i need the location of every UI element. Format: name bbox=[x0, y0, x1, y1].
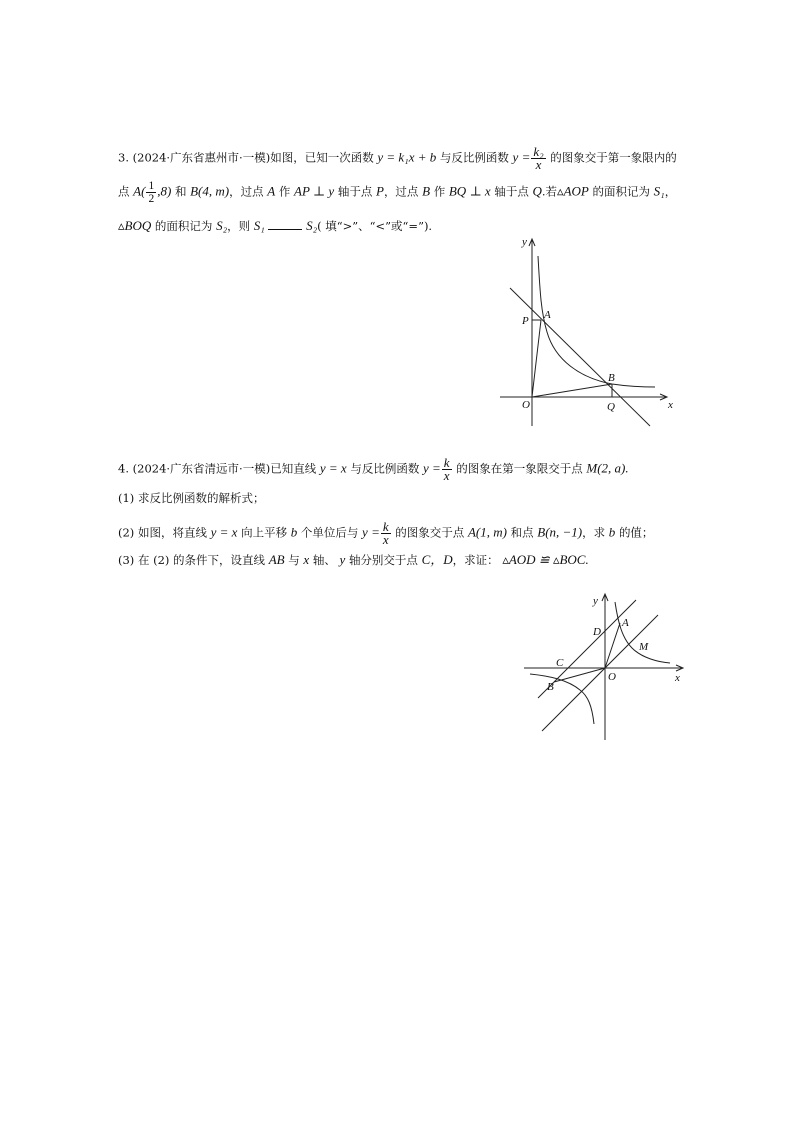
q3-text: 轴于点 bbox=[337, 184, 373, 199]
q4-text: 与反比例函数 bbox=[350, 461, 420, 476]
q4-hyperbola-q1 bbox=[615, 602, 670, 663]
q4-part-2 bbox=[118, 521, 653, 546]
q3-linear-function: y = k₁x + b bbox=[377, 149, 437, 165]
q3-var: B bbox=[422, 183, 431, 199]
q4-line-1 bbox=[118, 457, 629, 482]
q4-line-eq: y = x bbox=[319, 460, 347, 476]
q4-line-ab: AB bbox=[268, 552, 285, 567]
q3-number: 3. bbox=[118, 150, 129, 165]
q4-congruence: ▵AOD ≌ ▵BOC. bbox=[502, 552, 589, 567]
q4-part-1: (1) 求反比例函数的解析式； bbox=[118, 491, 265, 505]
q3-triangle-boq: ▵BOQ bbox=[118, 218, 152, 233]
q4-text: 个单位后与 bbox=[300, 525, 359, 540]
q3-text: ( 填“>”、“<”或“=”). bbox=[317, 219, 433, 233]
q3-text: ， bbox=[664, 184, 677, 199]
q3-label-a: A bbox=[544, 309, 551, 321]
q3-label-x: x bbox=[668, 399, 673, 411]
q4-point-b: B(n, −1) bbox=[537, 524, 583, 540]
q4-part-3 bbox=[118, 552, 589, 568]
q4-hyperbola-q3 bbox=[530, 674, 594, 724]
q4-text: 与 bbox=[288, 553, 300, 567]
q4-label-d: D bbox=[593, 626, 601, 638]
q3-line-ab bbox=[510, 288, 650, 426]
q4-text: ，求 bbox=[582, 525, 606, 540]
q3-text: 和 bbox=[174, 184, 187, 199]
q3-text: ，过点 bbox=[383, 184, 419, 199]
q4-figure bbox=[520, 588, 690, 743]
q4-text: (3) 在 (2) 的条件下，设直线 bbox=[118, 553, 266, 567]
q4-y-eq: y = bbox=[422, 460, 441, 476]
q3-text: 与反比例函数 bbox=[439, 150, 509, 165]
q4-text: 和点 bbox=[510, 525, 534, 540]
q3-segment-oa bbox=[532, 320, 541, 397]
q3-hyperbola bbox=[538, 256, 655, 387]
q3-s1: S₁ bbox=[653, 183, 665, 199]
q3-s2: S₂ bbox=[216, 218, 228, 233]
q3-text: ，过点 bbox=[229, 184, 264, 199]
q3-point-a-fraction: $\frac{1}{2}$ bbox=[148, 180, 155, 205]
q3-text: 的面积记为 bbox=[592, 184, 650, 199]
q3-var: P bbox=[375, 183, 384, 199]
q3-line-1 bbox=[118, 146, 677, 171]
q3-label-q: Q bbox=[607, 401, 615, 413]
q4-var: x bbox=[303, 552, 310, 567]
q4-segment-oa bbox=[605, 623, 620, 668]
q4-text: 向上平移 bbox=[241, 525, 288, 540]
q3-ap-perp: AP ⊥ y bbox=[294, 183, 335, 199]
q4-point-m: M(2, a). bbox=[586, 460, 629, 476]
q4-points-cd: C，D bbox=[421, 552, 453, 567]
q4-point-a: A(1, m) bbox=[467, 524, 507, 540]
q4-text: 轴、 bbox=[312, 553, 336, 567]
q3-point-a-rest: ,8) bbox=[157, 183, 172, 199]
q3-text: 如图，已知一次函数 bbox=[270, 150, 374, 165]
q3-point-a: A( bbox=[133, 183, 146, 199]
q3-var: Q bbox=[532, 183, 542, 199]
q4-label-m: M bbox=[639, 641, 649, 653]
q3-bq-perp: BQ ⊥ x bbox=[448, 183, 491, 199]
q3-text: 点 bbox=[118, 184, 130, 199]
q3-s1: S₁ bbox=[253, 218, 265, 233]
q4-number: 4. bbox=[118, 461, 129, 476]
q3-label-p: P bbox=[522, 315, 529, 327]
q3-text: 作 bbox=[433, 184, 446, 199]
q3-s2: S₂ bbox=[306, 218, 318, 233]
q4-label-b: B bbox=[547, 681, 554, 693]
q3-text: .若 bbox=[541, 184, 558, 199]
q3-text: 的面积记为 bbox=[154, 219, 213, 233]
q4-text: 已知直线 bbox=[270, 461, 317, 476]
q4-var-b: b bbox=[608, 524, 616, 540]
q3-line-2 bbox=[118, 180, 676, 205]
q3-line-3 bbox=[118, 218, 432, 234]
q3-label-y: y bbox=[522, 236, 527, 248]
q4-text: (2) 如图，将直线 bbox=[118, 525, 207, 540]
q4-label-y: y bbox=[593, 595, 598, 607]
q4-source: (2024·广东省清远市·一模) bbox=[132, 461, 271, 476]
q3-text: ，则 bbox=[227, 219, 251, 233]
q3-figure bbox=[495, 232, 685, 432]
q3-label-o: O bbox=[522, 399, 530, 411]
q4-label-a: A bbox=[622, 617, 629, 629]
q3-text: 作 bbox=[278, 184, 291, 199]
q4-var-b: b bbox=[290, 524, 298, 540]
q4-text: 的图象交于点 bbox=[395, 525, 465, 540]
q3-point-b: B(4, m) bbox=[190, 183, 230, 199]
q4-label-c: C bbox=[556, 657, 564, 669]
q4-line-eq: y = x bbox=[210, 524, 238, 540]
q3-label-b: B bbox=[608, 372, 615, 384]
q4-text: 的图象在第一象限交于点 bbox=[456, 461, 583, 476]
q3-triangle-aop: ▵AOP bbox=[557, 183, 589, 199]
q4-text: 的值； bbox=[618, 525, 654, 540]
q4-y-eq: y = bbox=[362, 524, 380, 540]
q3-fraction: $\frac{\text{k₂}}{x}$ bbox=[533, 144, 544, 172]
answer-blank[interactable] bbox=[268, 219, 302, 230]
q3-segment-ob bbox=[532, 384, 612, 397]
q3-text: 的图象交于第一象限内的 bbox=[550, 150, 677, 165]
q3-var: A bbox=[267, 183, 276, 199]
q4-label-o: O bbox=[608, 671, 616, 683]
q3-source: (2024·广东省惠州市·一模) bbox=[132, 150, 271, 165]
q3-text: 轴于点 bbox=[494, 184, 529, 199]
q4-text: ，求证： bbox=[452, 553, 499, 567]
q4-text: 轴分别交于点 bbox=[348, 553, 418, 567]
q4-fraction: $\frac{k}{x}$ bbox=[382, 519, 389, 547]
q4-var: y bbox=[339, 552, 346, 567]
q3-y-eq: y = bbox=[512, 149, 531, 165]
q4-fraction: $\frac{k}{x}$ bbox=[443, 455, 450, 483]
q4-label-x: x bbox=[675, 672, 680, 684]
